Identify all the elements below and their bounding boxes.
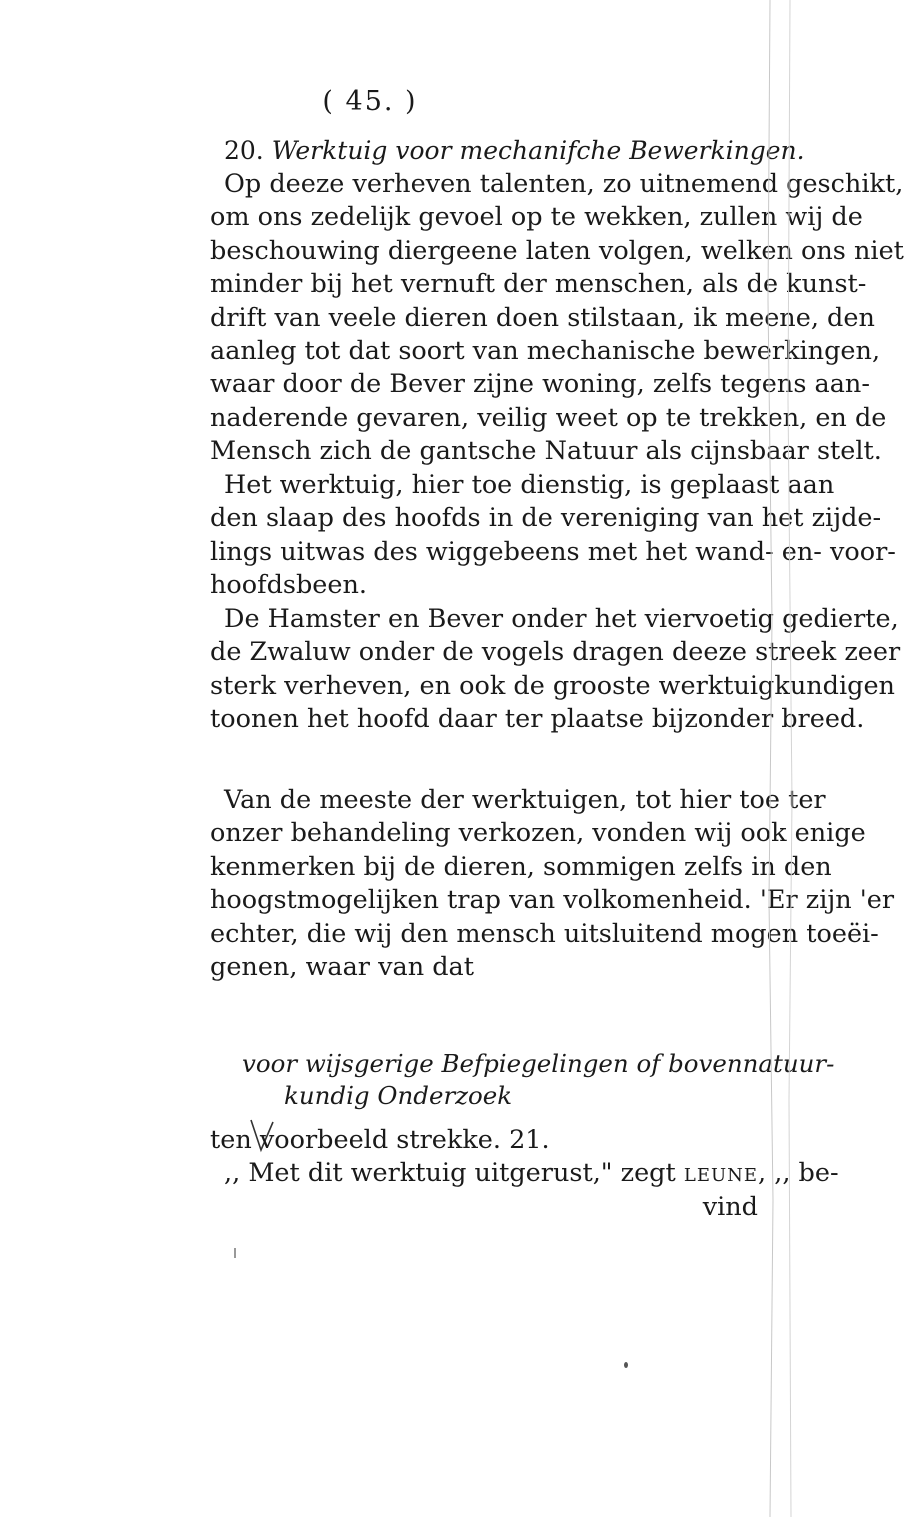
section-title: Werktuig voor mechanifche Bewerkingen. [271,136,805,165]
page-edge-shadow [740,0,800,1517]
text-line: Mensch zich de gantsche Natuur als cijnsbaar stelt. [210,436,882,467]
text-line: ten voorbeeld strekke. 21. [210,1125,550,1155]
text-line: echter, die wij den mensch uitsluitend mogen toeëi- [210,918,879,949]
text-line: hoofdsbeen. [210,570,368,601]
text-line: beschouwing diergeene laten volgen, welken ons niet [210,235,904,266]
text-line: De Hamster en Bever onder het viervoetig gedierte, [224,604,899,634]
text-line: hoogstmogelijken trap van volkomenheid. 'Er zijn 'er [210,885,895,916]
text-line: waar door de Bever zijne woning, zelfs tegens aan- [210,369,870,400]
text-line: onzer behandeling verkozen, vonden wij ook enige [210,818,866,849]
catchword: vind [702,1191,758,1222]
paper-speck [234,1248,236,1258]
text-line: Van de meeste der werktuigen, tot hier toe ter [224,785,826,815]
text-line: Het werktuig, hier toe dienstig, is geplaast aan [224,470,835,500]
text-line: kenmerken bij de dieren, sommigen zelfs in den [210,851,832,882]
text-line: genen, waar van dat [210,951,475,982]
text-line: aanleg tot dat soort van mechanische bewerkingen, [210,335,881,366]
section-heading [224,136,805,165]
text-line: minder bij het vernuft der menschen, als de kunst- [210,269,867,300]
text-line [210,1157,839,1190]
paragraph-3 [210,603,901,737]
inserted-phrase [242,1048,835,1112]
section-number: 20. [224,136,264,165]
text-line: naderende gevaren, veilig weet op te trekken, en de [210,402,887,433]
paragraph-1 [210,168,904,469]
text-line: den slaap des hoofds in de vereniging van het zijde- [210,503,882,534]
insertion-line: kundig Onderzoek [284,1081,513,1110]
text-line: de Zwaluw onder de vogels dragen deeze streek zeer [210,637,901,668]
paragraph-4 [210,784,895,984]
text-line: om ons zedelijk gevoel op te wekken, zullen wij de [210,202,863,233]
text-line: toonen het hoofd daar ter plaatse bijzonder breed. [210,704,865,735]
page-number: ( 45. ) [322,86,418,117]
insertion-line: voor wijsgerige Befpiegelingen of bovennatuur- [242,1049,835,1078]
text-line: drift van veele dieren doen stilstaan, ik meene, den [210,302,875,333]
text-line: Op deeze verheven talenten, zo uitnemend geschikt, [224,169,904,199]
text-line: sterk verheven, en ook de grooste werktuigkundigen [210,670,895,701]
paper-speck [624,1362,628,1368]
author-name: leune [683,1158,759,1189]
paragraph-2 [210,469,896,603]
quote-text-end: , ,, be- [758,1158,839,1189]
closing-text [210,1124,839,1224]
quote-text: ,, Met dit werktuig uitgerust," zegt [224,1158,676,1189]
text-line: lings uitwas des wiggebeens met het wand- en- voor- [210,536,896,567]
